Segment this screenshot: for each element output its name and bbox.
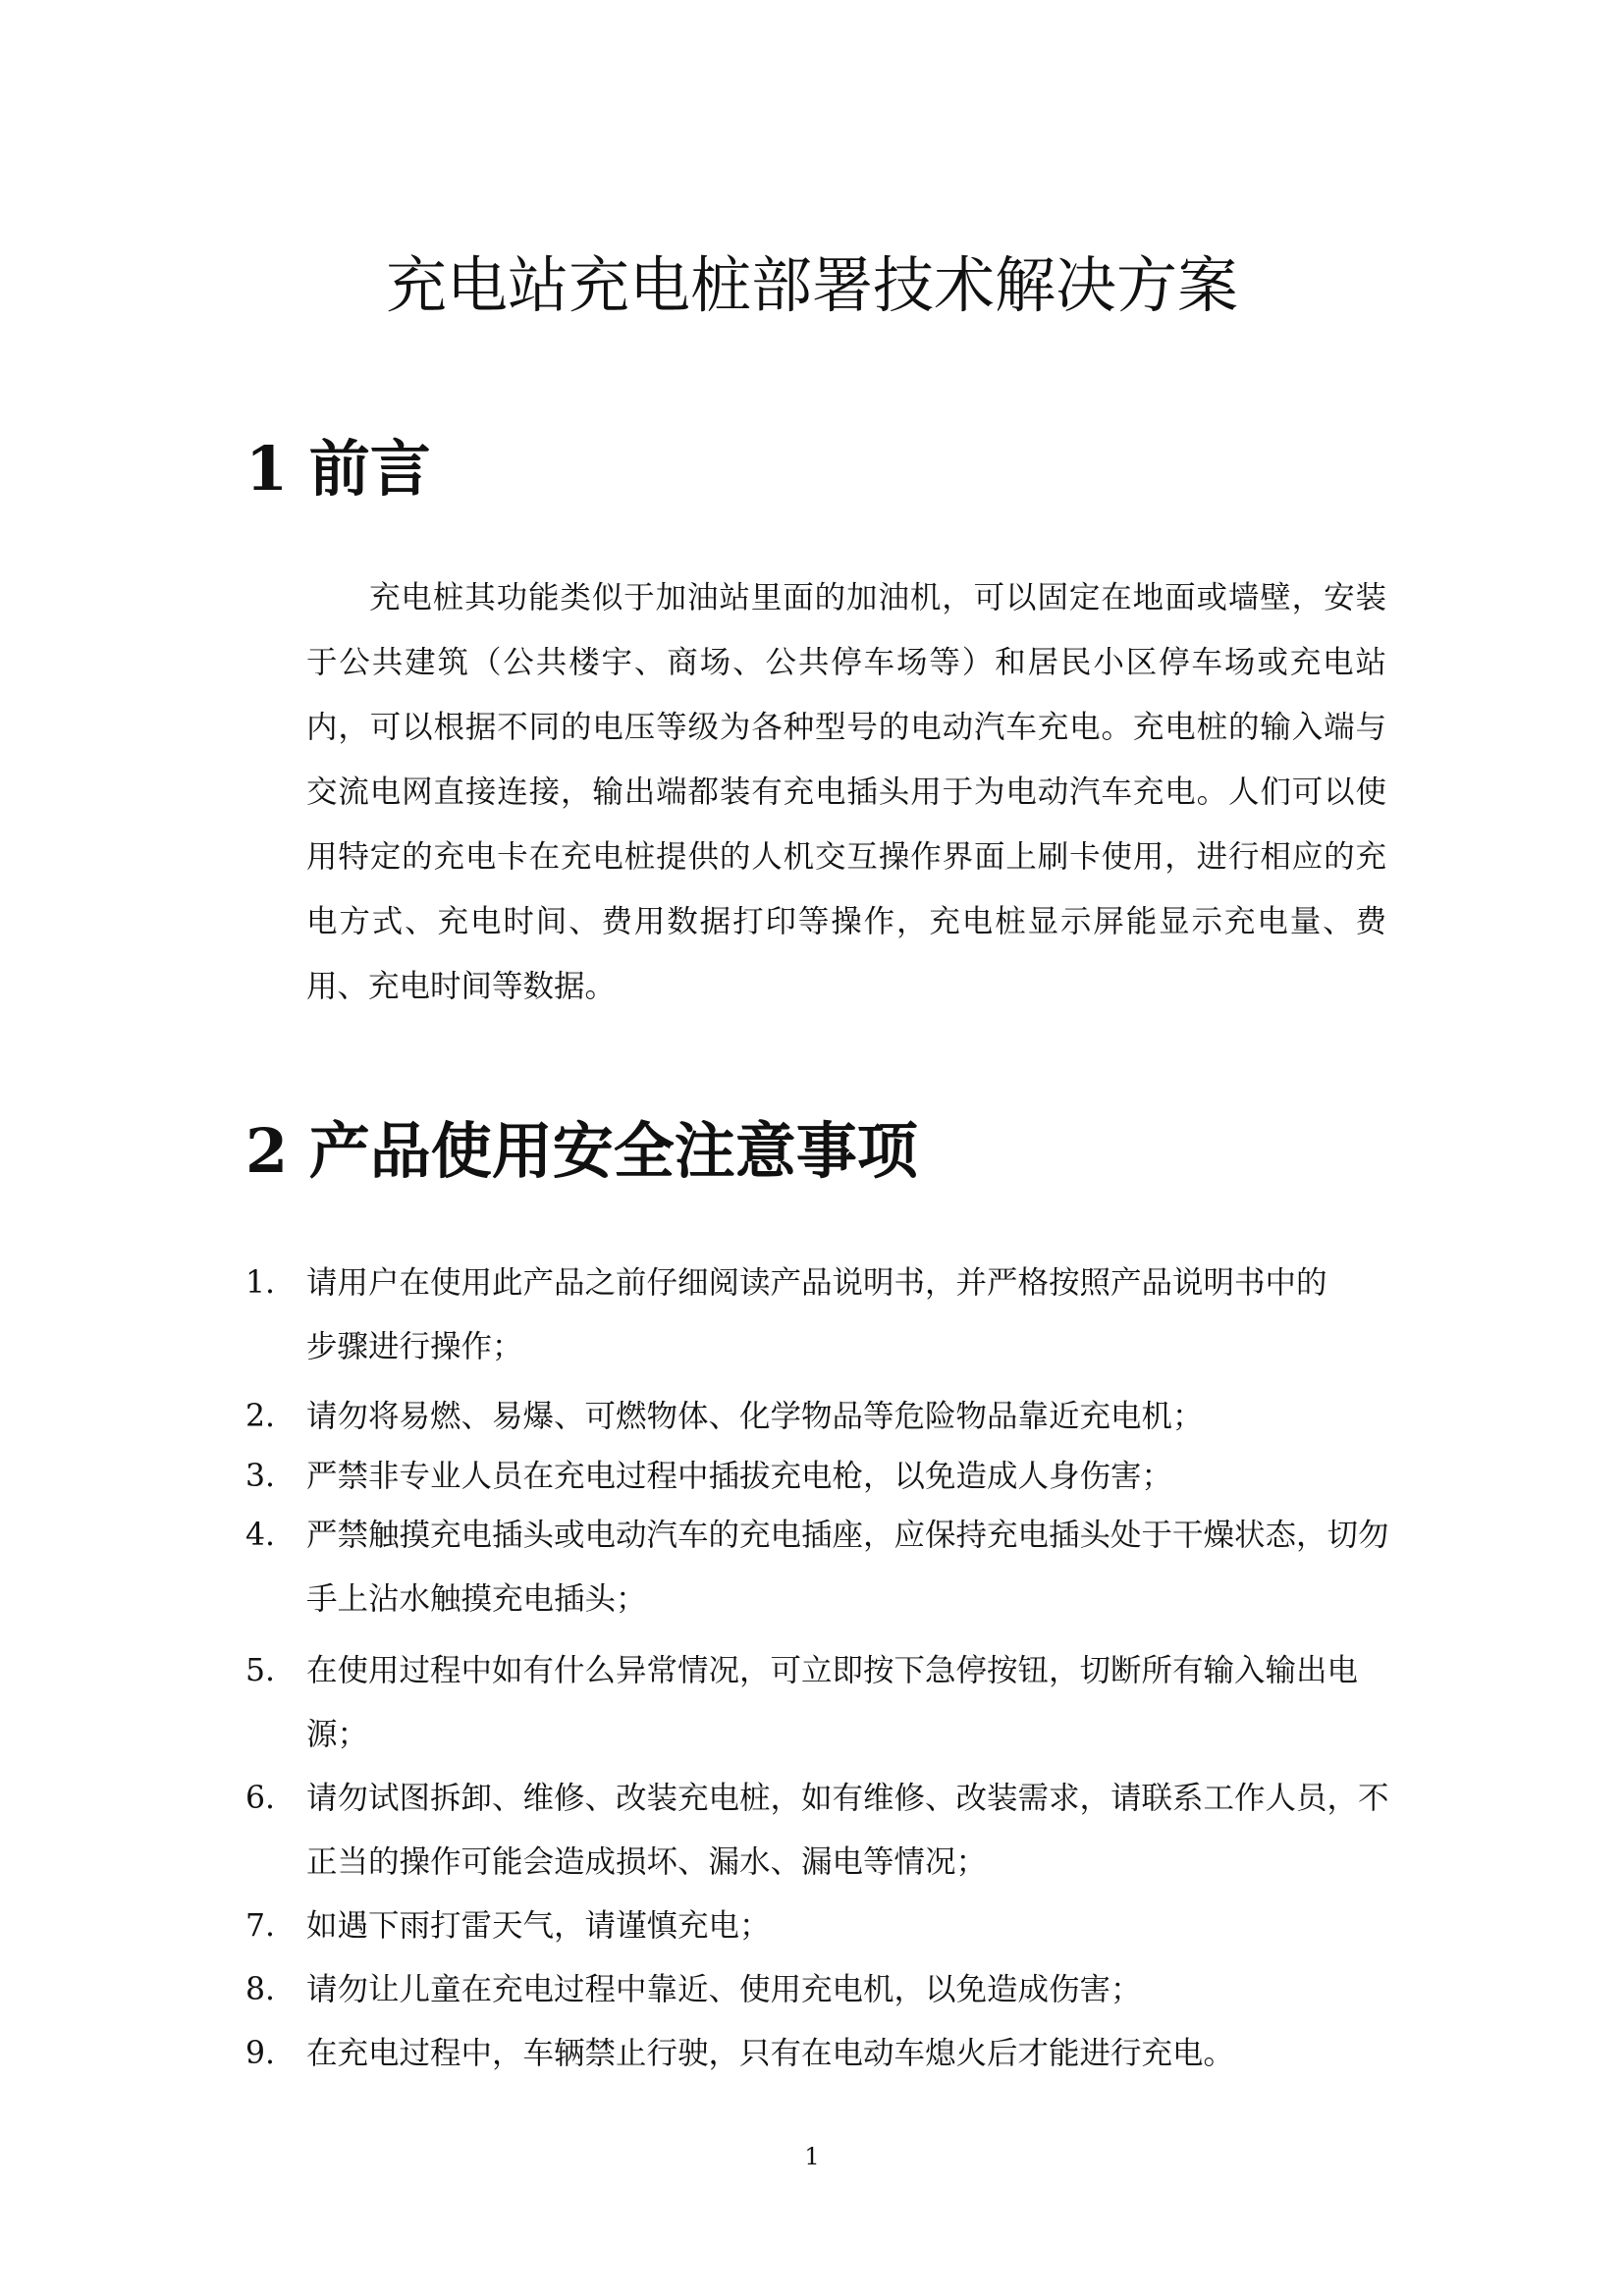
list-item-text: 请用户在使用此产品之前仔细阅读产品说明书，并严格按照产品说明书中的步骤进行操作； bbox=[306, 1265, 1327, 1364]
list-item bbox=[245, 1385, 1394, 1449]
list-item-text: 严禁非专业人员在充电过程中插拔充电枪，以免造成人身伤害； bbox=[306, 1459, 1173, 1494]
safety-notice-list bbox=[245, 1252, 1394, 2086]
list-item bbox=[245, 1449, 1394, 1504]
document-title: 充电站充电桩部署技术解决方案 bbox=[385, 249, 1238, 321]
section-heading-safety-notes: 2 产品使用安全注意事项 bbox=[245, 1115, 918, 1187]
page-number: 1 bbox=[804, 2143, 820, 2170]
list-item bbox=[245, 1252, 1394, 1379]
list-item bbox=[245, 2022, 1394, 2086]
list-item bbox=[245, 1639, 1394, 1767]
list-item-text: 严禁触摸充电插头或电动汽车的充电插座，应保持充电插头处于干燥状态，切勿手上沾水触摸充电插头； bbox=[306, 1518, 1389, 1617]
list-item-number: 9. bbox=[245, 2036, 276, 2071]
list-item-number: 5. bbox=[245, 1653, 276, 1688]
list-item-number: 6. bbox=[245, 1781, 276, 1816]
list-item bbox=[245, 1895, 1394, 1958]
list-item-text: 请勿试图拆卸、维修、改装充电桩，如有维修、改装需求，请联系工作人员，不正当的操作可能会造成损坏、漏水、漏电等情况； bbox=[306, 1781, 1389, 1880]
list-item-number: 4. bbox=[245, 1518, 276, 1553]
list-item bbox=[245, 1958, 1394, 2022]
list-item-text: 在使用过程中如有什么异常情况，可立即按下急停按钮，切断所有输入输出电源； bbox=[306, 1653, 1359, 1752]
list-item-number: 8. bbox=[245, 1972, 276, 2007]
preface-paragraph: 充电桩其功能类似于加油站里面的加油机，可以固定在地面或墙壁，安装于公共建筑（公共楼宇、商场、公共停车场等）和居民小区停车场或充电站内，可以根据不同的电压等级为各种型号的电动汽车充电。充电桩的输入端与交流电网直接连接，输出端都装有充电插头用于为电动汽车充电。人们可以使用特定的充电卡在充电桩提供的人机交互操作界面上刷卡使用，进行相应的充电方式、充电时间、费用数据打印等操作，充电桩显示屏能显示充电量、费用、充电时间等数据。 bbox=[306, 580, 1386, 1004]
list-item-text: 请勿将易燃、易爆、可燃物体、化学物品等危险物品靠近充电机； bbox=[306, 1399, 1204, 1434]
list-item bbox=[245, 1504, 1394, 1631]
list-item bbox=[245, 1767, 1394, 1895]
list-item-text: 请勿让儿童在充电过程中靠近、使用充电机，以免造成伤害； bbox=[306, 1972, 1142, 2007]
section-heading-preface: 1 前言 bbox=[245, 433, 431, 505]
list-item-text: 如遇下雨打雷天气，请谨慎充电； bbox=[306, 1908, 771, 1944]
list-item-number: 2. bbox=[245, 1399, 276, 1434]
list-item-number: 3. bbox=[245, 1459, 276, 1494]
list-item-number: 7. bbox=[245, 1908, 276, 1944]
list-item-text: 在充电过程中，车辆禁止行驶，只有在电动车熄火后才能进行充电。 bbox=[306, 2036, 1235, 2071]
list-item-number: 1. bbox=[245, 1265, 276, 1301]
